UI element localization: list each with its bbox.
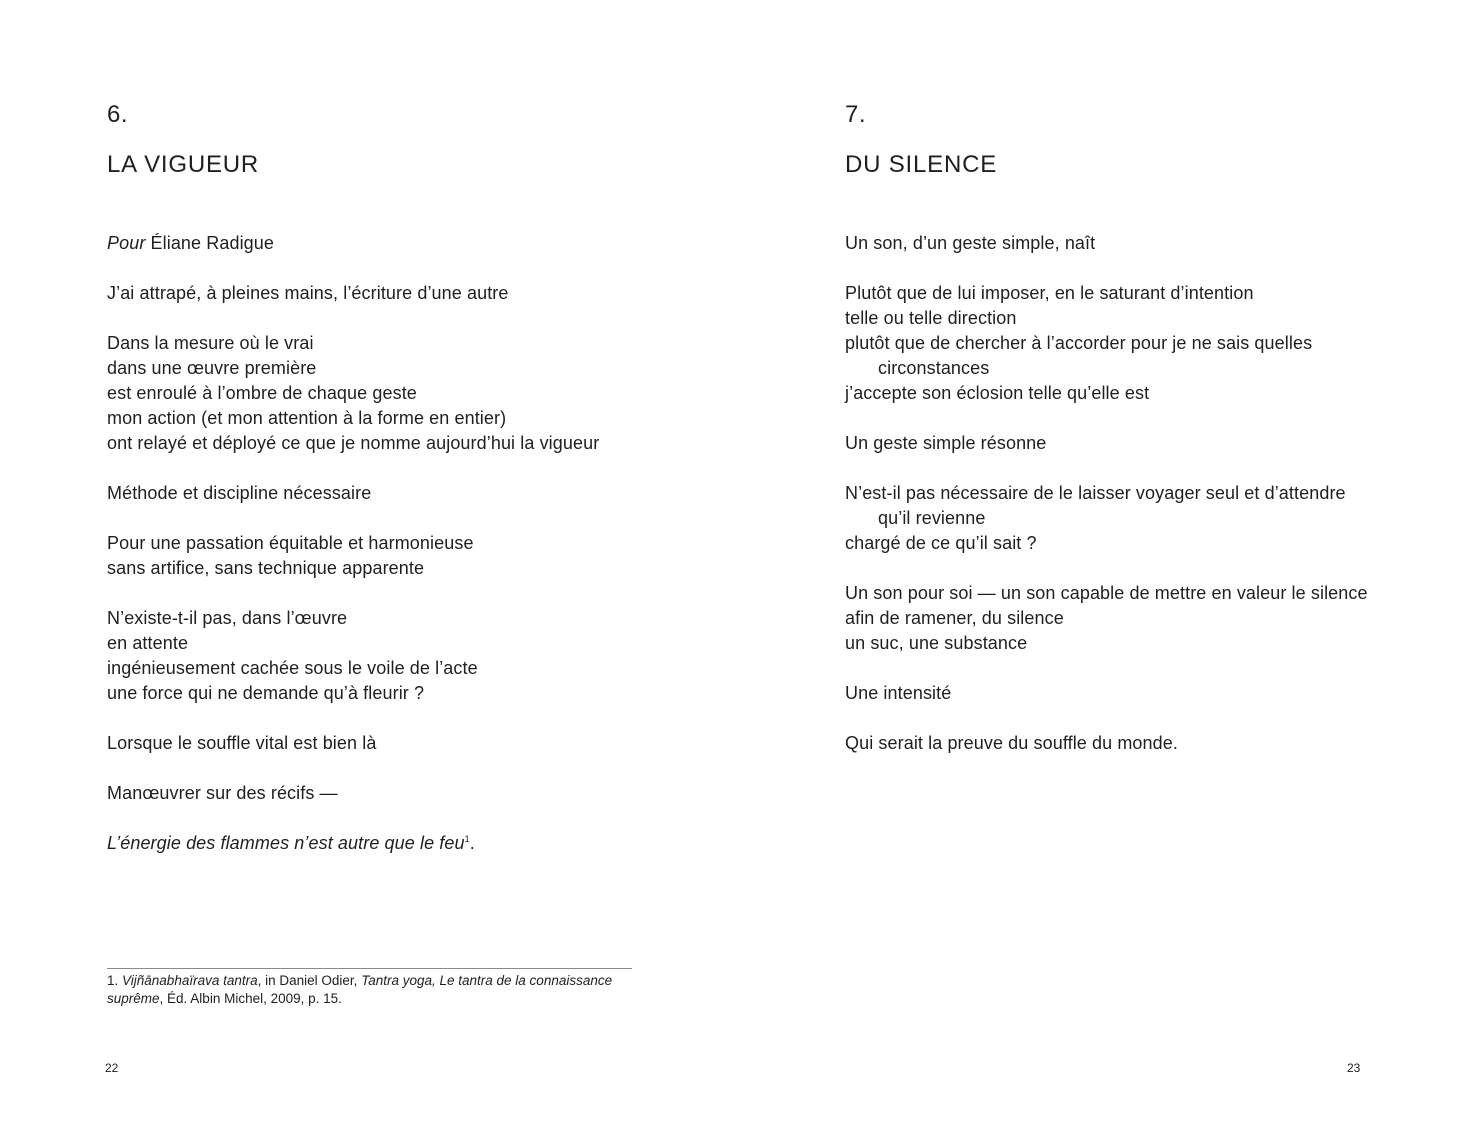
verse-line: J’ai attrapé, à pleines mains, l’écriture d’une autre bbox=[107, 283, 509, 303]
section-number: 7. bbox=[845, 101, 867, 128]
dedication-italic: Pour bbox=[107, 233, 146, 253]
footnote bbox=[107, 972, 632, 1008]
verse-line: mon action (et mon attention à la forme en entier) bbox=[107, 408, 507, 428]
verse-line: Méthode et discipline nécessaire bbox=[107, 483, 372, 503]
verse-line: Manœuvrer sur des récifs — bbox=[107, 783, 338, 803]
verse-line: Un son, d’un geste simple, naît bbox=[845, 233, 1096, 253]
verse-line: dans une œuvre première bbox=[107, 358, 317, 378]
verse-line: un suc, une substance bbox=[845, 633, 1028, 653]
verse-line: Un son pour soi — un son capable de mettre en valeur le silence bbox=[845, 583, 1368, 603]
verse-line-continuation: qu’il revienne bbox=[878, 508, 986, 528]
verse-line: ont relayé et déployé ce que je nomme aujourd’hui la vigueur bbox=[107, 433, 600, 453]
footnote-divider bbox=[107, 968, 632, 969]
verse-line: ingénieusement cachée sous le voile de l’acte bbox=[107, 658, 478, 678]
left-page bbox=[107, 0, 667, 1122]
verse-line: est enroulé à l’ombre de chaque geste bbox=[107, 383, 417, 403]
dedication-name: Éliane Radigue bbox=[145, 233, 275, 253]
footnote-ref: 1 bbox=[464, 834, 470, 844]
poem-body bbox=[107, 231, 599, 856]
footnote-publisher: , Éd. Albin Michel, 2009, p. 15. bbox=[159, 991, 342, 1006]
right-page bbox=[845, 0, 1405, 1122]
dedication bbox=[107, 231, 599, 256]
verse-line-continuation: circonstances bbox=[878, 358, 990, 378]
closing-period: . bbox=[469, 833, 475, 853]
footnote-number: 1. bbox=[107, 973, 123, 988]
verse-line: sans artifice, sans technique apparente bbox=[107, 558, 425, 578]
verse-line: plutôt que de chercher à l’accorder pour je ne sais quelles bbox=[845, 333, 1313, 353]
section-number: 6. bbox=[107, 101, 129, 128]
page-number: 22 bbox=[105, 1061, 119, 1075]
verse-line: Pour une passation équitable et harmonieuse bbox=[107, 533, 474, 553]
poem-title: LA VIGUEUR bbox=[107, 151, 260, 178]
verse-line: une force qui ne demande qu’à fleurir ? bbox=[107, 683, 425, 703]
closing-line bbox=[107, 831, 599, 856]
verse-line: Qui serait la preuve du souffle du monde. bbox=[845, 733, 1178, 753]
verse-line: Une intensité bbox=[845, 683, 952, 703]
verse-line: j’accepte son éclosion telle qu’elle est bbox=[845, 383, 1150, 403]
poem-body bbox=[845, 231, 1368, 756]
footnote-book-title-end: suprême bbox=[107, 991, 160, 1006]
footnote-work: Vijñānabhaïrava tantra bbox=[122, 973, 258, 988]
closing-italic: L’énergie des flammes n’est autre que le feu bbox=[107, 833, 465, 853]
verse-line: N’existe-t-il pas, dans l’œuvre bbox=[107, 608, 348, 628]
footnote-mid: , in Daniel Odier, bbox=[257, 973, 362, 988]
verse-line: Lorsque le souffle vital est bien là bbox=[107, 733, 377, 753]
verse-line: afin de ramener, du silence bbox=[845, 608, 1064, 628]
verse-line: Un geste simple résonne bbox=[845, 433, 1047, 453]
verse-line: Plutôt que de lui imposer, en le saturant d’intention bbox=[845, 283, 1254, 303]
verse-line: chargé de ce qu’il sait ? bbox=[845, 533, 1037, 553]
page-number: 23 bbox=[1347, 1061, 1361, 1075]
footnote-book-title: Tantra yoga, Le tantra de la connaissance bbox=[361, 973, 613, 988]
verse-line: en attente bbox=[107, 633, 189, 653]
verse-line: Dans la mesure où le vrai bbox=[107, 333, 314, 353]
poem-title: DU SILENCE bbox=[845, 151, 998, 178]
verse-line: telle ou telle direction bbox=[845, 308, 1017, 328]
verse-line: N’est-il pas nécessaire de le laisser voyager seul et d’attendre bbox=[845, 483, 1346, 503]
